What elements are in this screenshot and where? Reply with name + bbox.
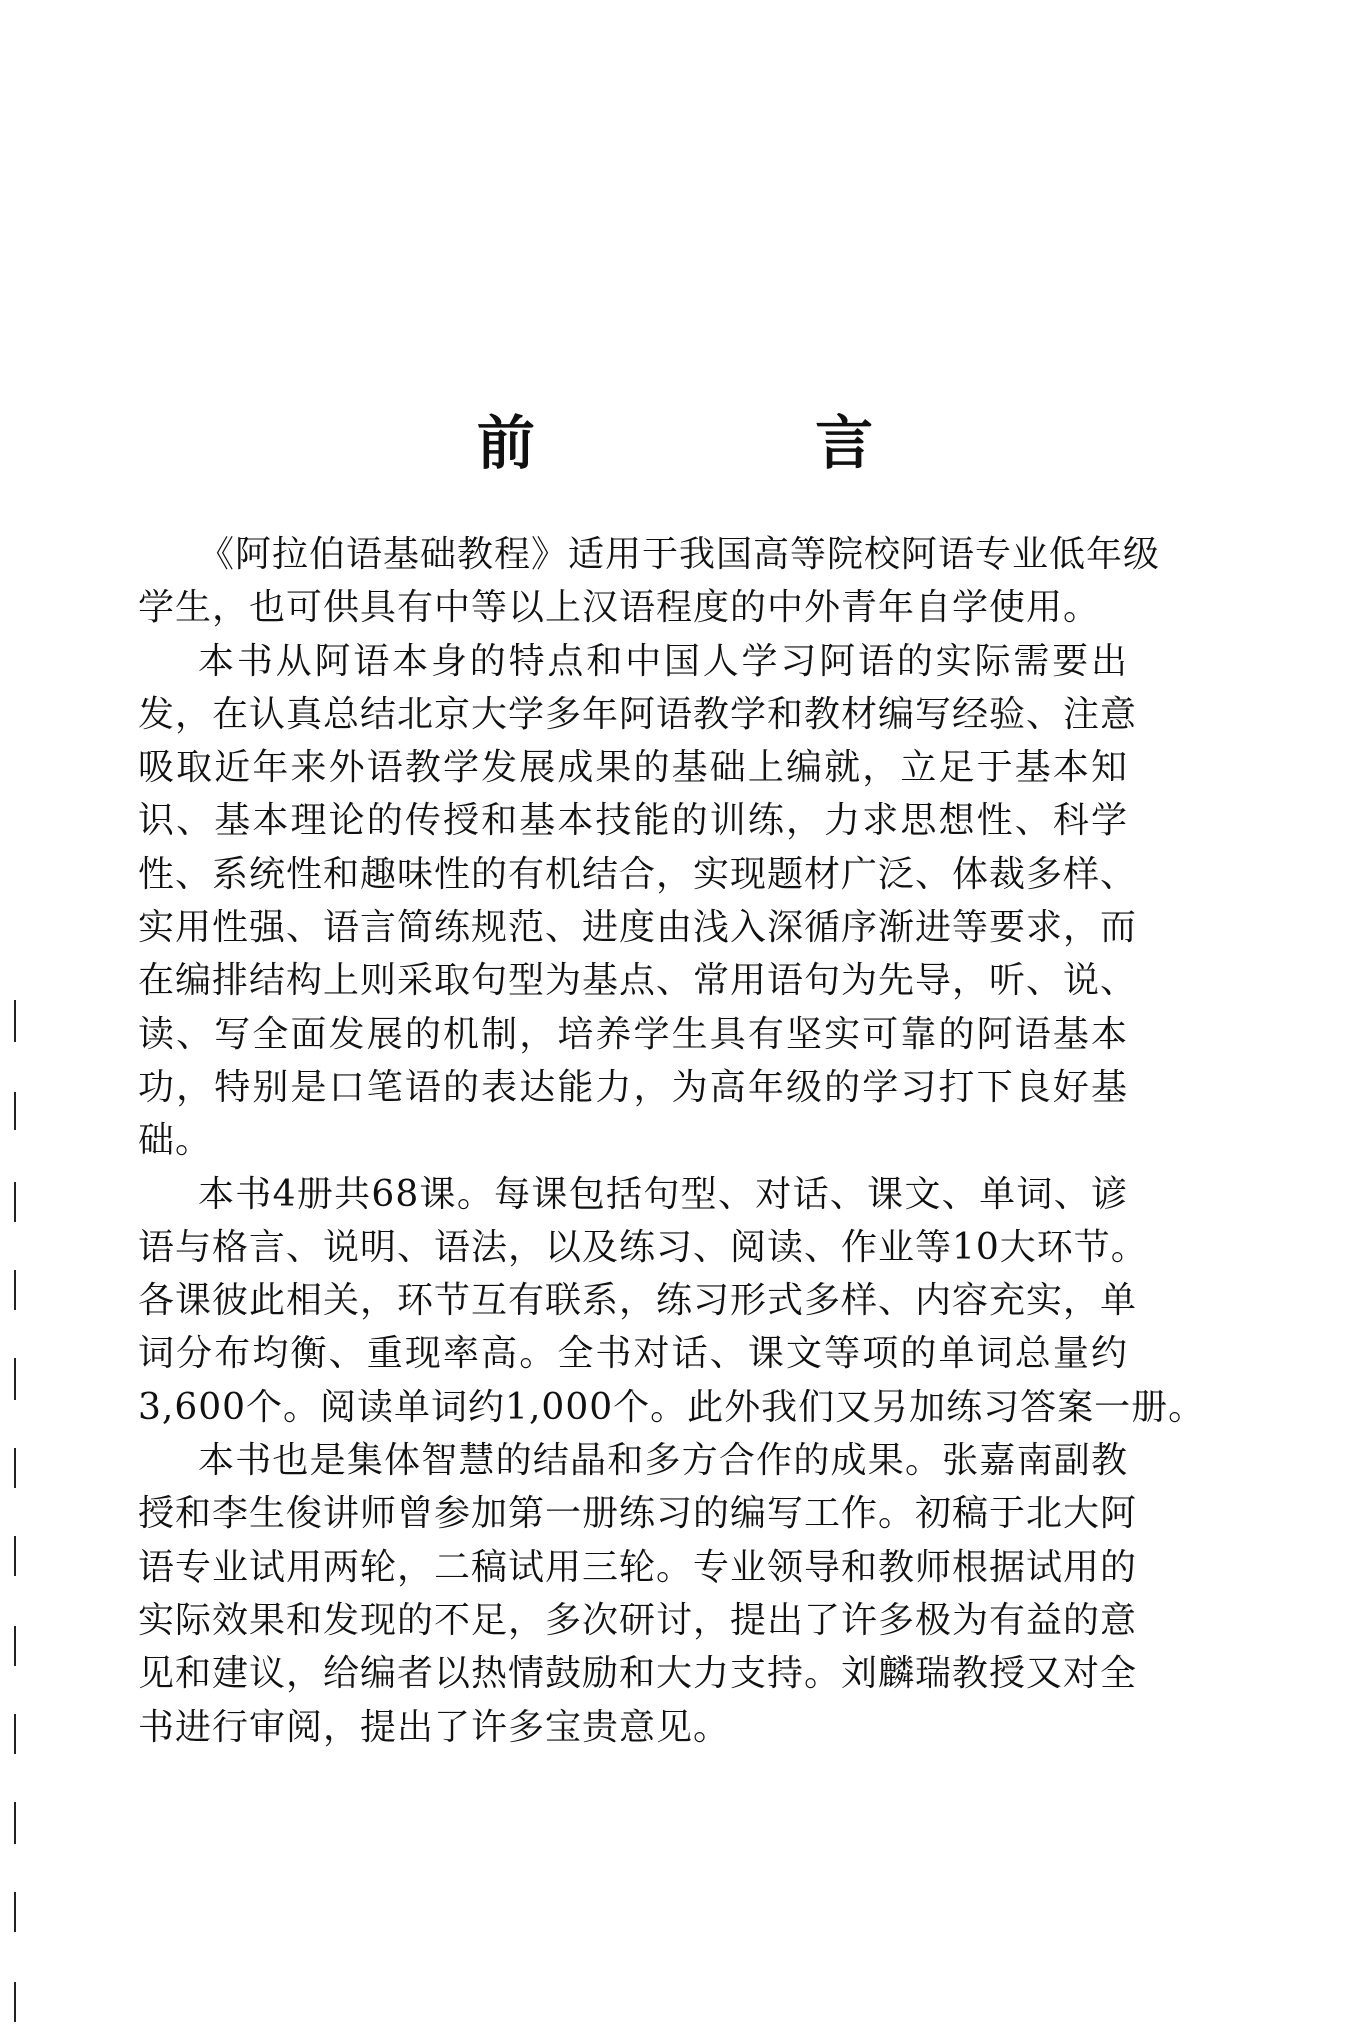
text-line: 3,600个。阅读单词约1,000个。此外我们又另加练习答案一册。 — [138, 1386, 1206, 1428]
paragraph-2 — [138, 635, 1138, 1168]
text-line: 读、写全面发展的机制，培养学生具有坚实可靠的阿语基本 — [138, 1013, 1128, 1055]
scan-mark — [14, 1802, 16, 1844]
text-line: 语专业试用两轮，二稿试用三轮。专业领导和教师根据试用的 — [138, 1546, 1138, 1588]
text-line: 语与格言、说明、语法，以及练习、阅读、作业等10大环节。 — [138, 1226, 1148, 1268]
preface-body — [138, 528, 1206, 1754]
text-line: 《阿拉伯语基础教程》适用于我国高等院校阿语专业低年级 — [198, 534, 1161, 575]
text-line: 本书从阿语本身的特点和中国人学习阿语的实际需要出 — [198, 640, 1128, 682]
text-line: 学生，也可供具有中等以上汉语程度的中外青年自学使用。 — [138, 587, 1101, 629]
text-line: 性、系统性和趣味性的有机结合，实现题材广泛、体裁多样、 — [138, 853, 1138, 895]
text-line: 实际效果和发现的不足，多次研讨，提出了许多极为有益的意 — [138, 1599, 1138, 1641]
text-line: 授和李生俊讲师曾参加第一册练习的编写工作。初稿于北大阿 — [138, 1493, 1138, 1535]
scan-mark — [14, 1358, 16, 1400]
scan-mark — [14, 1092, 16, 1130]
scan-mark — [14, 1182, 16, 1222]
text-line: 在编排结构上则采取句型为基点、常用语句为先导，听、说、 — [138, 960, 1138, 1002]
scan-mark — [14, 1892, 16, 1932]
paragraph-4 — [138, 1434, 1138, 1754]
text-line: 本书也是集体智慧的结晶和多方合作的成果。张嘉南副教 — [198, 1440, 1128, 1482]
text-line: 各课彼此相关，环节互有联系，练习形式多样、内容充实，单 — [138, 1280, 1138, 1322]
scan-mark — [14, 1714, 16, 1754]
scan-mark — [14, 1448, 16, 1488]
text-line: 本书4册共68课。每课包括句型、对话、课文、单词、谚 — [198, 1173, 1128, 1215]
scan-mark — [14, 1626, 16, 1666]
scan-mark — [14, 1270, 16, 1310]
scan-margin-marks — [14, 1000, 18, 2026]
text-line: 础。 — [138, 1120, 213, 1162]
text-line: 书进行审阅，提出了许多宝贵意见。 — [138, 1706, 731, 1748]
scan-mark — [14, 1536, 16, 1576]
text-line: 功，特别是口笔语的表达能力，为高年级的学习打下良好基 — [138, 1066, 1128, 1108]
text-line: 实用性强、语言简练规范、进度由浅入深循序渐进等要求，而 — [138, 907, 1138, 949]
text-line: 发，在认真总结北京大学多年阿语教学和教材编写经验、注意 — [138, 693, 1138, 735]
page-title: 前 言 — [476, 409, 1004, 477]
scan-mark — [14, 1000, 16, 1042]
text-line: 识、基本理论的传授和基本技能的训练，力求思想性、科学 — [138, 800, 1128, 842]
text-line: 吸取近年来外语教学发展成果的基础上编就，立足于基本知 — [138, 747, 1128, 789]
paragraph-1 — [138, 528, 1161, 635]
scan-mark — [14, 1982, 16, 2022]
text-line: 见和建议，给编者以热情鼓励和大力支持。刘麟瑞教授又对全 — [138, 1653, 1138, 1695]
paragraph-3 — [138, 1168, 1206, 1434]
text-line: 词分布均衡、重现率高。全书对话、课文等项的单词总量约 — [138, 1333, 1128, 1375]
